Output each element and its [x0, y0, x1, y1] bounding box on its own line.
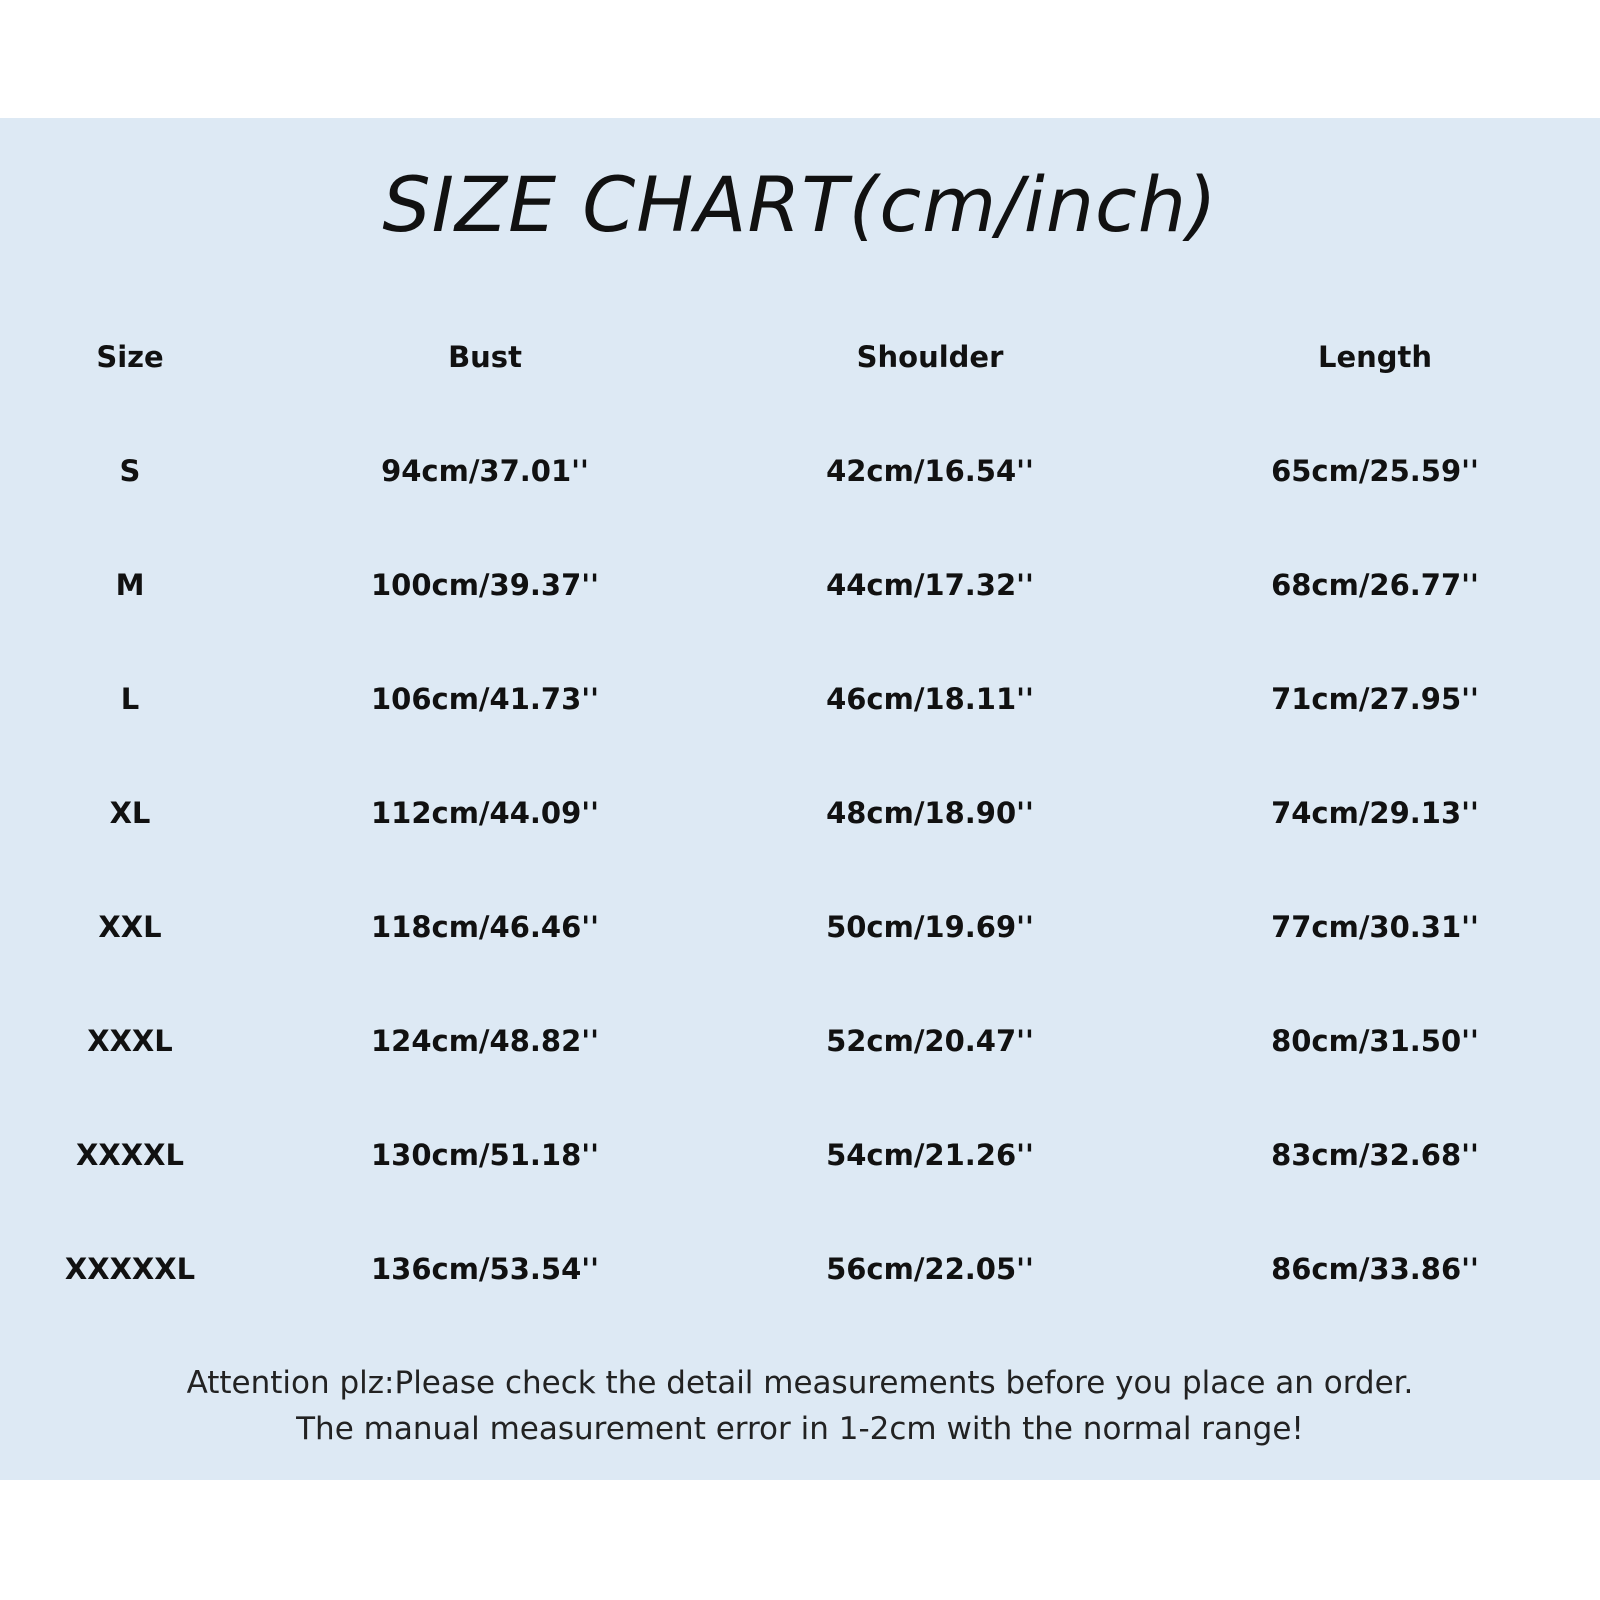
header-length: Length — [1317, 340, 1433, 374]
bust-cell: 136cm/53.54'' — [370, 1252, 600, 1286]
bust-cell: 94cm/37.01'' — [381, 454, 589, 488]
length-cell: 71cm/27.95'' — [1271, 682, 1479, 716]
length-cell: 83cm/32.68'' — [1271, 1138, 1479, 1172]
bust-cell: 106cm/41.73'' — [370, 682, 600, 716]
shoulder-cell: 56cm/22.05'' — [826, 1252, 1034, 1286]
header-size: Size — [96, 340, 164, 374]
length-cell: 80cm/31.50'' — [1271, 1024, 1479, 1058]
header-shoulder: Shoulder — [856, 340, 1004, 374]
bust-cell: 112cm/44.09'' — [370, 796, 600, 830]
bust-cell: 130cm/51.18'' — [370, 1138, 600, 1172]
attention-note-line-1: Attention plz:Please check the detail measurements before you place an order. — [186, 1365, 1414, 1401]
table-row — [0, 984, 1600, 1098]
shoulder-cell: 42cm/16.54'' — [826, 454, 1034, 488]
shoulder-cell: 46cm/18.11'' — [826, 682, 1034, 716]
size-cell: XXXXXL — [64, 1252, 196, 1286]
bust-cell: 118cm/46.46'' — [370, 910, 600, 944]
length-cell: 68cm/26.77'' — [1271, 568, 1479, 602]
size-cell: M — [115, 568, 145, 602]
table-row — [0, 756, 1600, 870]
table-row — [0, 870, 1600, 984]
shoulder-cell: 52cm/20.47'' — [826, 1024, 1034, 1058]
size-cell: XL — [109, 796, 151, 830]
table-row — [0, 414, 1600, 528]
shoulder-cell: 54cm/21.26'' — [826, 1138, 1034, 1172]
size-cell: XXXL — [87, 1024, 173, 1058]
bust-cell: 124cm/48.82'' — [370, 1024, 600, 1058]
size-cell: S — [119, 454, 141, 488]
size-cell: L — [120, 682, 140, 716]
shoulder-cell: 50cm/19.69'' — [826, 910, 1034, 944]
length-cell: 77cm/30.31'' — [1271, 910, 1479, 944]
table-row — [0, 1212, 1600, 1326]
attention-note-line-2: The manual measurement error in 1-2cm with the normal range! — [296, 1411, 1304, 1447]
chart-title: SIZE CHART(cm/inch) — [382, 160, 1218, 249]
table-row — [0, 1098, 1600, 1212]
length-cell: 65cm/25.59'' — [1271, 454, 1479, 488]
table-row — [0, 642, 1600, 756]
length-cell: 86cm/33.86'' — [1271, 1252, 1479, 1286]
size-cell: XXXXL — [76, 1138, 184, 1172]
attention-note — [0, 1360, 1600, 1452]
table-header-row — [0, 300, 1600, 414]
table-row — [0, 528, 1600, 642]
size-table — [0, 300, 1600, 1326]
shoulder-cell: 44cm/17.32'' — [826, 568, 1034, 602]
length-cell: 74cm/29.13'' — [1271, 796, 1479, 830]
header-bust: Bust — [448, 340, 522, 374]
shoulder-cell: 48cm/18.90'' — [826, 796, 1034, 830]
size-cell: XXL — [98, 910, 162, 944]
bust-cell: 100cm/39.37'' — [370, 568, 600, 602]
